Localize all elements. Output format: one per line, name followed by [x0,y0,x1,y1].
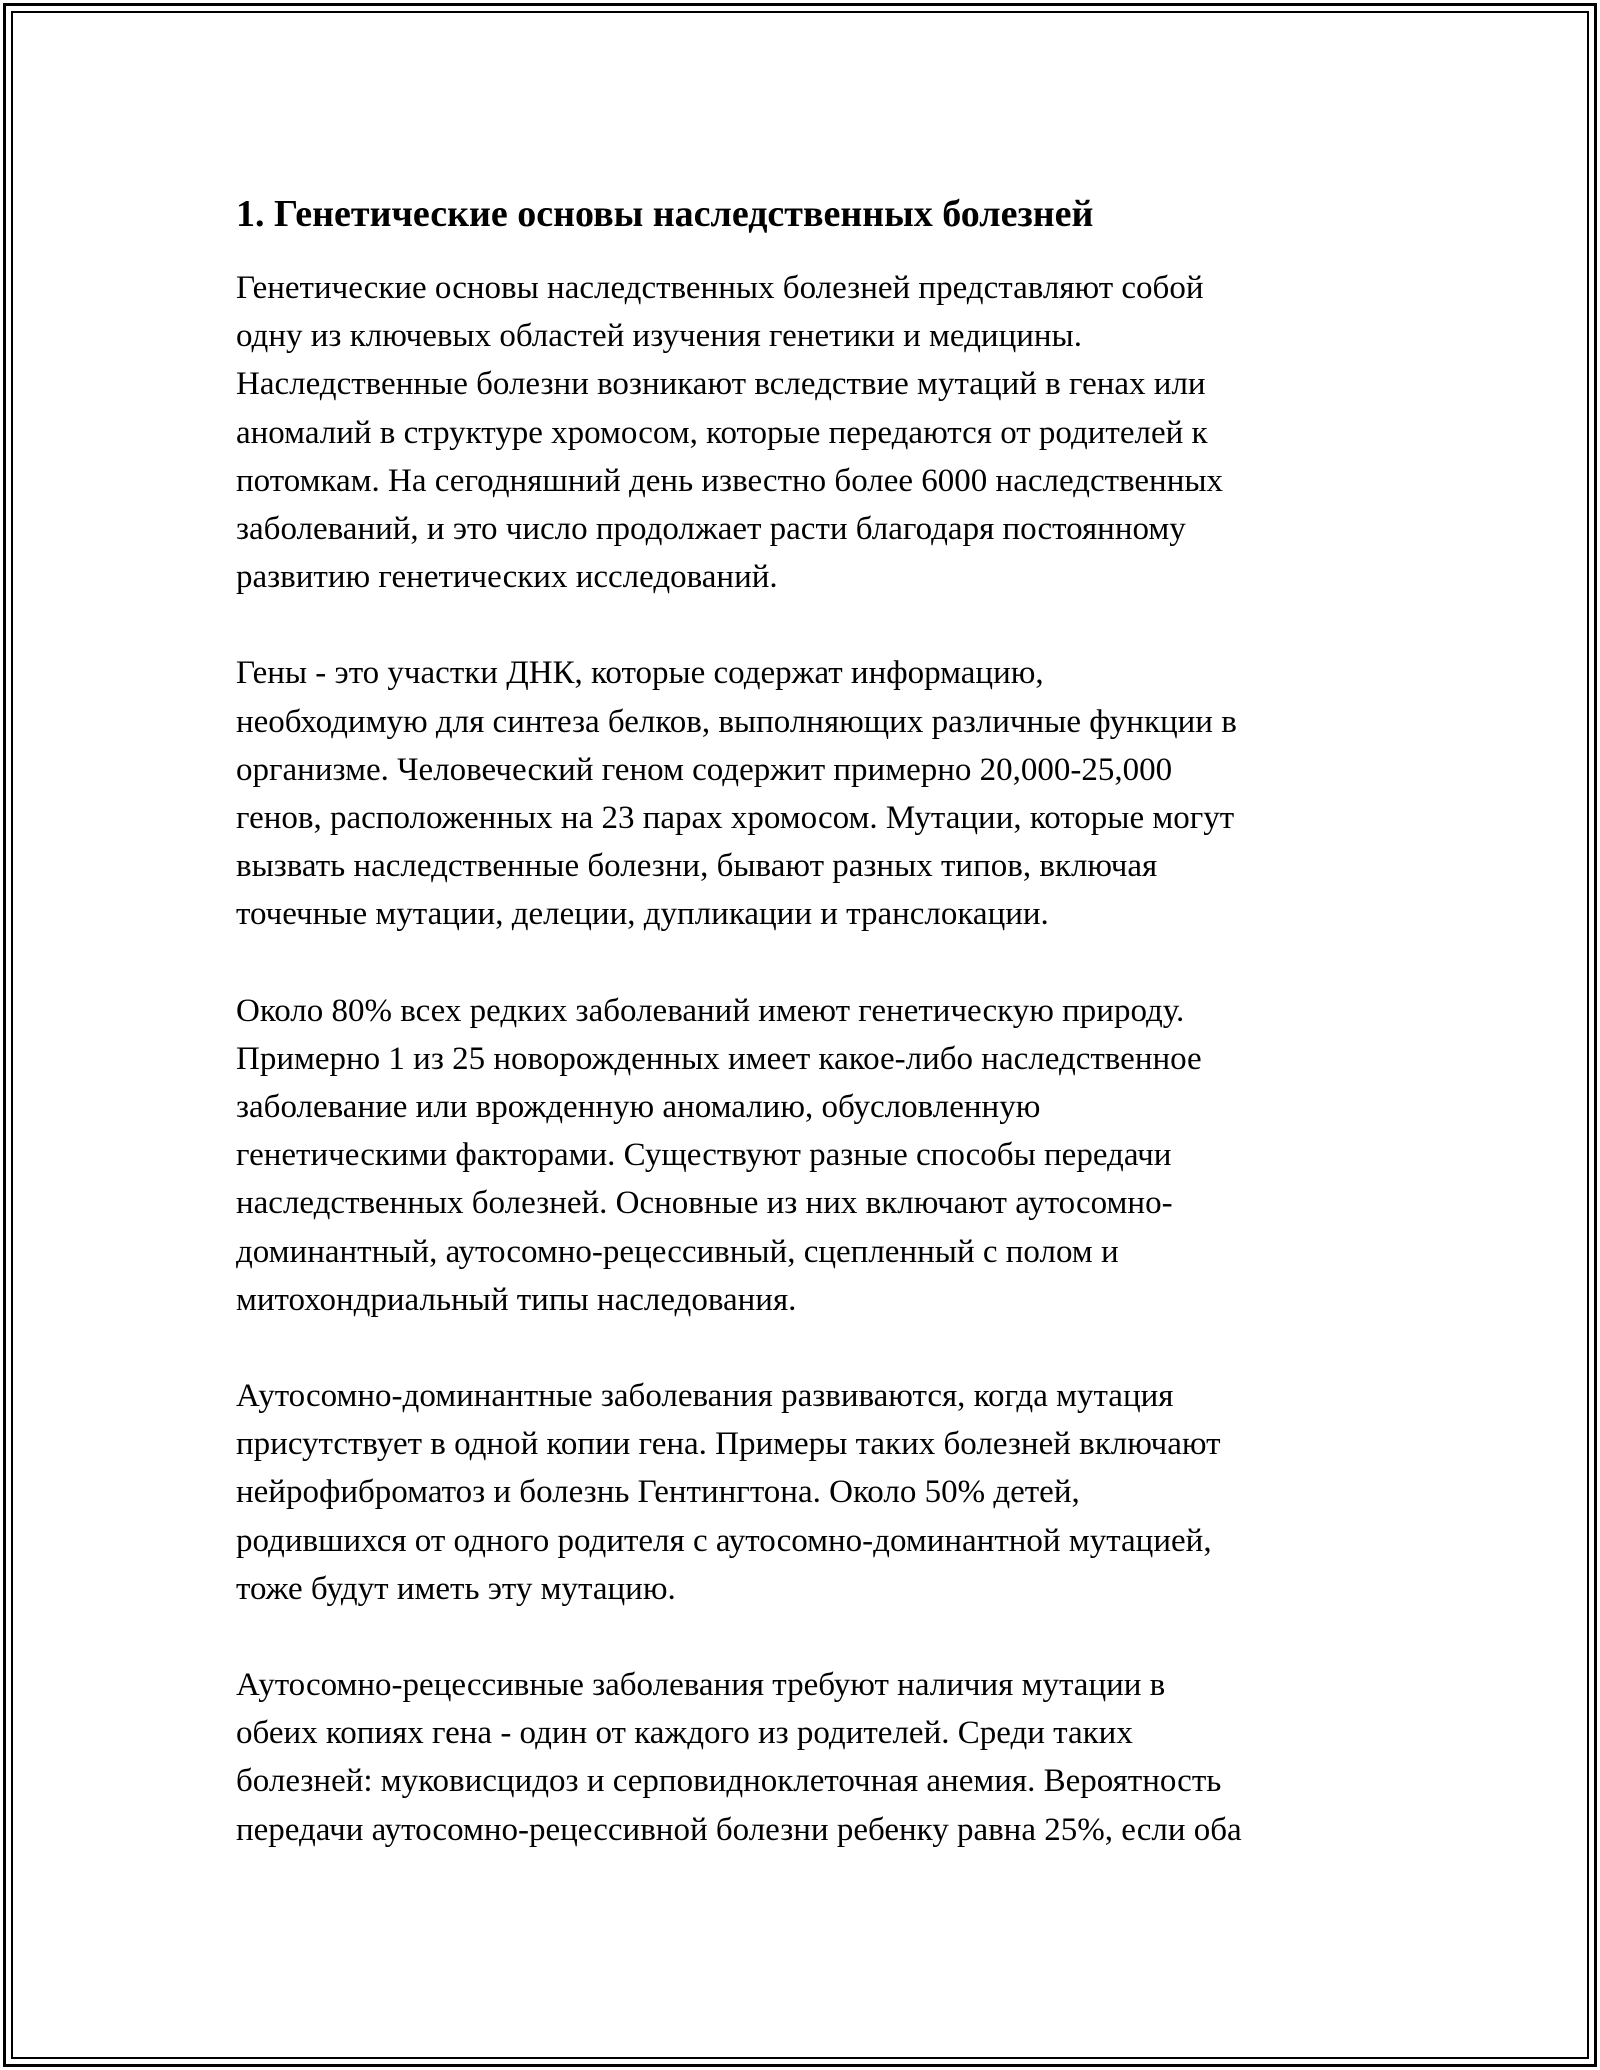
text-line: митохондриальный типы наследования. [236,1281,797,1318]
text-line: генов, расположенных на 23 парах хромосом. Мутации, которые могут [236,800,1235,837]
text-line: родившихся от одного родителя с аутосомно-доминантной мутацией, [236,1522,1212,1559]
text-line: обеих копиях гена - один от каждого из родителей. Среди таких [236,1715,1133,1752]
text-line: Аутосомно-доминантные заболевания развиваются, когда мутация [236,1378,1174,1415]
text-line: тоже будут иметь эту мутацию. [236,1570,676,1607]
text-line: Примерно 1 из 25 новорожденных имеет какое-либо наследственное [236,1040,1202,1077]
text-line: присутствует в одной копии гена. Примеры таких болезней включают [236,1426,1221,1463]
text-line: Наследственные болезни возникают вследствие мутаций в генах или [236,366,1206,403]
text-line: заболевание или врожденную аномалию, обусловленную [236,1089,1041,1126]
text-line: Аутосомно-рецессивные заболевания требуют наличия мутации в [236,1667,1166,1704]
text-line: развитию генетических исследований. [236,559,778,596]
document-body [236,186,1366,1902]
text-line: организме. Человеческий геном содержит примерно 20,000-25,000 [236,751,1173,788]
text-line: генетическими факторами. Существуют разные способы передачи [236,1137,1172,1174]
text-line: заболеваний, и это число продолжает расти благодаря постоянному [236,511,1186,548]
paragraph-autosomal-recessive [236,1661,1366,1854]
section-title: 1. Генетические основы наследственных болезней [236,193,1094,235]
text-line: Гены - это участки ДНК, которые содержат информацию, [236,655,1044,692]
text-line: вызвать наследственные болезни, бывают разных типов, включая [236,848,1158,885]
text-line: точечные мутации, делеции, дупликации и транслокации. [236,896,1049,933]
text-line: необходимую для синтеза белков, выполняющих различные функции в [236,703,1237,740]
paragraph-statistics [236,987,1366,1324]
text-line: болезней: муковисцидоз и серповидноклеточная анемия. Вероятность [236,1763,1222,1800]
paragraph-autosomal-dominant [236,1372,1366,1613]
text-line: нейрофиброматоз и болезнь Гентингтона. Около 50% детей, [236,1474,1080,1511]
paragraph-genes [236,649,1366,938]
text-line: потомкам. На сегодняшний день известно более 6000 наследственных [236,462,1224,499]
text-line: Около 80% всех редких заболеваний имеют генетическую природу. [236,992,1185,1029]
text-line: доминантный, аутосомно-рецессивный, сцепленный с полом и [236,1233,1119,1270]
text-line: передачи аутосомно-рецессивной болезни ребенку равна 25%, если оба [236,1811,1242,1848]
text-line: одну из ключевых областей изучения генетики и медицины. [236,318,1082,355]
text-line: аномалий в структуре хромосом, которые передаются от родителей к [236,414,1208,451]
text-line: Генетические основы наследственных болезней представляют собой [236,270,1204,306]
paragraph-genetic-basis [236,264,1366,601]
text-line: наследственных болезней. Основные из них включают аутосомно- [236,1185,1173,1222]
